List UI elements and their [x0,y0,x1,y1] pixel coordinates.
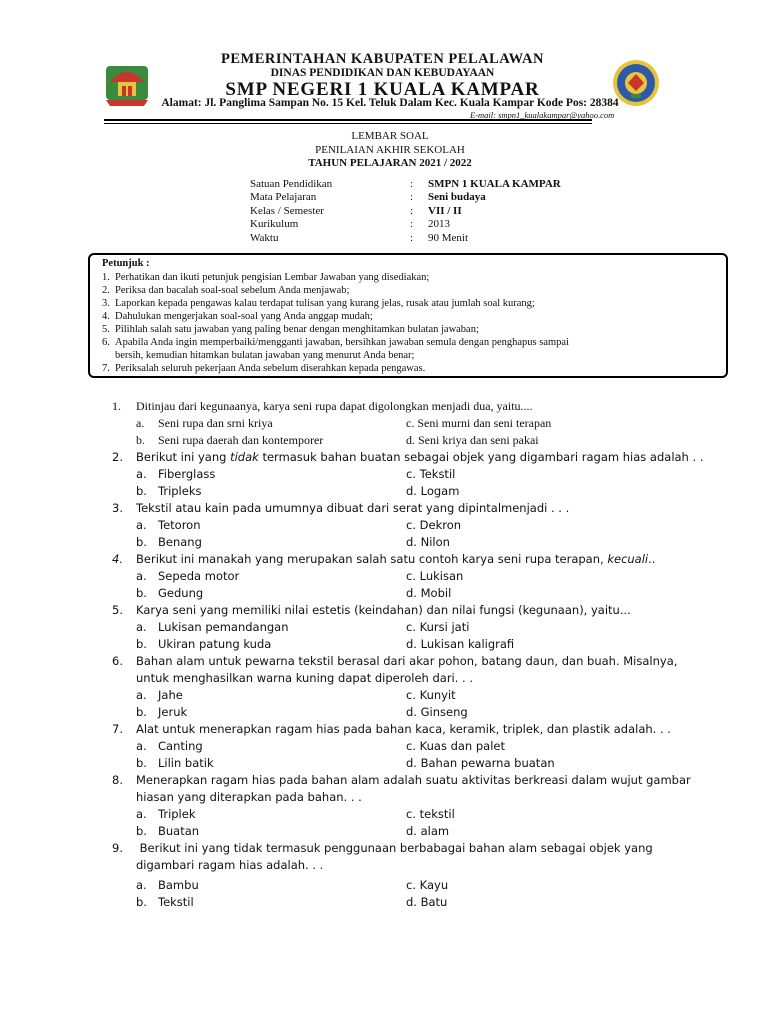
option-text: Bambu [158,878,199,892]
option-letter: a. [136,620,147,634]
option-d[interactable] [406,483,459,500]
option-c[interactable] [406,517,461,534]
option-letter: b. [136,824,147,838]
option-letter: a. [136,739,147,753]
question [112,840,712,911]
question-text: Karya seni yang memiliki nilai estetis (keindahan) dan nilai fungsi (kegunaan), yaitu... [136,603,631,617]
option-d[interactable] [406,534,450,551]
option-text: Seni rupa daerah dan kontemporer [158,433,324,447]
question-number: 3. [112,501,123,515]
option-text: Tripleks [158,484,202,498]
option-text: Canting [158,739,203,753]
letterhead-rule [104,119,592,121]
instruction-item [102,323,722,336]
instruction-number: 3. [102,298,110,309]
question-line [112,772,712,789]
option-row [112,432,712,449]
option-letter: b. [136,433,145,447]
instruction-text: Periksa dan bacalah soal-soal sebelum Anda menjawab; [115,285,350,296]
option-a[interactable] [136,619,289,636]
option-row [112,636,712,653]
question-emphasis: tidak [230,450,259,464]
question [112,551,712,602]
info-value: 90 Menit [428,231,469,244]
option-text: d. Bahan pewarna buatan [406,756,555,770]
question [112,721,712,772]
info-label: Kurikulum [250,218,299,231]
question-line [112,653,712,670]
option-row [112,483,712,500]
option-letter: a. [136,416,145,430]
question-number: 8. [112,773,123,787]
option-text: Jeruk [158,705,188,719]
option-a[interactable] [136,877,199,894]
instruction-item [102,284,722,297]
option-row [112,568,712,585]
question-number: 4. [112,552,123,566]
option-row [112,738,712,755]
option-text: d. Lukisan kaligrafi [406,637,515,651]
info-label: Satuan Pendidikan [250,178,333,190]
option-d[interactable] [406,704,468,721]
question [112,653,712,721]
option-a[interactable] [136,687,183,704]
option-c[interactable] [406,415,551,432]
option-text: c. Kayu [406,878,449,892]
instruction-text: Apabila Anda ingin memperbaiki/mengganti jawaban, bersihkan jawaban semula dengan penghapus sampai [115,337,569,348]
option-c[interactable] [406,687,456,704]
question-text: Tekstil atau kain pada umumnya dibuat dari serat yang dipintalmenjadi . . . [136,501,570,515]
option-row [112,755,712,772]
option-letter: a. [136,569,147,583]
option-text: Tekstil [158,895,194,909]
info-colon: : [410,178,414,190]
question [112,398,712,449]
instruction-item [102,297,722,310]
option-text: d. Mobil [406,586,452,600]
question-text: Alat untuk menerapkan ragam hias pada bahan kaca, keramik, triplek, dan plastik adalah. . . [136,722,671,736]
instruction-text: Dahulukan mengerjakan soal-soal yang Anda anggap mudah; [115,311,373,322]
instructions-title: Petunjuk : [102,258,150,269]
info-value: 2013 [428,218,450,231]
question-line [112,840,712,857]
question [112,449,712,500]
question-text: Menerapkan ragam hias pada bahan alam adalah suatu aktivitas berkreasi dalam wujut gambar [136,773,691,787]
info-colon: : [410,204,414,217]
question [112,500,712,551]
instruction-item [102,362,722,375]
option-b[interactable] [136,432,323,449]
question-text: Berikut ini yang tidak termasuk penggunaan berbabagai bahan alam sebagai objek yang [136,841,653,855]
info-colon: : [410,218,414,231]
instruction-text: Pilihlah salah satu jawaban yang paling benar dengan menghitamkan bulatan jawaban; [115,324,479,335]
option-text: d. Nilon [406,535,450,549]
option-row [112,585,712,602]
question-text-continued: digambari ragam hias adalah. . . [136,858,324,872]
option-text: d. alam [406,824,450,838]
option-b[interactable] [136,704,187,721]
option-a[interactable] [136,738,203,755]
info-value: SMPN 1 KUALA KAMPAR [428,178,561,190]
info-colon: : [410,231,414,244]
letterhead-rule-thin [104,123,592,124]
option-c[interactable] [406,568,463,585]
option-row [112,823,712,840]
info-label: Waktu [250,231,279,244]
instruction-item-continued [102,349,722,362]
option-letter: a. [136,467,147,481]
option-text: Jahe [158,688,183,702]
option-text: Sepeda motor [158,569,240,583]
question-text-end: termasuk bahan buatan sebagai objek yang digambari ragam hias adalah . . [258,450,704,464]
option-text: Benang [158,535,202,549]
option-row [112,877,712,894]
option-b[interactable] [136,585,203,602]
option-text: Seni rupa dan srni kriya [158,416,273,430]
school-email: E-mail: smpn1_kualakampar@yahoo.com [470,110,615,120]
option-d[interactable] [406,894,447,911]
instruction-number: 4. [102,311,110,322]
question-number: 7. [112,722,123,736]
option-text: Buatan [158,824,200,838]
option-row [112,894,712,911]
option-letter: b. [136,535,147,549]
option-a[interactable] [136,568,239,585]
option-text: d. Seni kriya dan seni pakai [406,433,539,447]
option-letter: b. [136,637,147,651]
option-c[interactable] [406,466,455,483]
question [112,602,712,653]
option-row [112,704,712,721]
option-text: c. Kunyit [406,688,456,702]
instruction-text: Perhatikan dan ikuti petunjuk pengisian Lembar Jawaban yang disediakan; [115,272,430,283]
question-line [112,602,712,619]
instructions-box [88,253,728,378]
instruction-number: 1. [102,272,110,283]
question-emphasis: kecuali [607,552,649,566]
instruction-item [102,336,722,349]
question-number: 1. [112,399,121,413]
instruction-number: 2. [102,285,110,296]
option-letter: a. [136,518,147,532]
instruction-item [102,271,722,284]
option-b[interactable] [136,483,201,500]
option-letter: a. [136,878,147,892]
option-row [112,534,712,551]
option-d[interactable] [406,636,514,653]
option-d[interactable] [406,823,449,840]
doc-subtitle: PENILAIAN AKHIR SEKOLAH [315,144,465,156]
instruction-number: 5. [102,324,110,335]
option-a[interactable] [136,466,215,483]
question-line [112,449,712,466]
instruction-text: Periksalah seluruh pekerjaan Anda sebelum diserahkan kepada pengawas. [115,363,426,374]
option-text: c. Tekstil [406,467,456,481]
question [112,772,712,840]
info-value: Seni budaya [428,191,486,204]
doc-title: LEMBAR SOAL [351,130,429,142]
option-letter: a. [136,688,147,702]
option-b[interactable] [136,755,214,772]
option-text: d. Batu [406,895,448,909]
option-letter: b. [136,756,147,770]
info-label: Mata Pelajaran [250,191,317,204]
question-text: Berikut ini yang [136,450,231,464]
option-c[interactable] [406,619,469,636]
option-c[interactable] [406,877,448,894]
question-number: 6. [112,654,123,668]
instruction-item [102,310,722,323]
option-row [112,806,712,823]
question-text: Ditinjau dari kegunaanya, karya seni rupa dapat digolongkan menjadi dua, yaitu.... [136,399,533,413]
option-text: Fiberglass [158,467,216,481]
option-letter: b. [136,586,147,600]
option-d[interactable] [406,585,451,602]
option-text: c. Kuas dan palet [406,739,506,753]
option-text: d. Logam [406,484,460,498]
option-b[interactable] [136,823,199,840]
option-letter: b. [136,895,147,909]
question-number: 5. [112,603,123,617]
option-row [112,687,712,704]
option-text: c. tekstil [406,807,455,821]
option-row [112,466,712,483]
info-value: VII / II [428,204,462,217]
option-a[interactable] [136,806,196,823]
option-letter: b. [136,484,147,498]
option-d[interactable] [406,755,555,772]
option-text: c. Dekron [406,518,462,532]
option-d[interactable] [406,432,539,449]
question-line [112,398,712,415]
school-address: Alamat: Jl. Panglima Sampan No. 15 Kel. Teluk Dalam Kec. Kuala Kampar Kode Pos: 28384 [161,97,619,109]
school-name: SMP NEGERI 1 KUALA KAMPAR [225,79,540,100]
option-text: c. Kursi jati [406,620,470,634]
option-a[interactable] [136,415,273,432]
option-b[interactable] [136,636,271,653]
option-text: Ukiran patung kuda [158,637,272,651]
question-text: Berikut ini manakah yang merupakan salah satu contoh karya seni rupa terapan, [136,552,608,566]
question-number: 9. [112,841,123,855]
option-text: c. Lukisan [406,569,464,583]
option-row [112,619,712,636]
option-a[interactable] [136,517,201,534]
option-row [112,517,712,534]
question-number: 2. [112,450,123,464]
instruction-text: bersih, kemudian hitamkan bulatan jawaban yang menurut Anda benar; [115,350,415,361]
option-c[interactable] [406,806,455,823]
option-text: Lilin batik [158,756,214,770]
question-line [112,721,712,738]
option-text: d. Ginseng [406,705,468,719]
school-year: TAHUN PELAJARAN 2021 / 2022 [308,157,472,169]
question-list [112,398,712,911]
option-text: Lukisan pemandangan [158,620,289,634]
department-name: DINAS PENDIDIKAN DAN KEBUDAYAAN [270,67,495,79]
question-text-continued: hiasan yang diterapkan pada bahan. . . [136,790,362,804]
question-line [112,500,712,517]
question-text: Bahan alam untuk pewarna tekstil berasal dari akar pohon, batang daun, dan buah. Misalnya, [136,654,678,668]
option-letter: a. [136,807,147,821]
option-row [112,415,712,432]
question-text-continued: untuk menghasilkan warna kuning dapat diperoleh dari. . . [136,671,474,685]
option-text: Tetoron [158,518,201,532]
info-label: Kelas / Semester [250,204,324,217]
question-line [112,551,712,568]
option-c[interactable] [406,738,505,755]
option-b[interactable] [136,534,202,551]
option-b[interactable] [136,894,194,911]
instruction-text: Laporkan kepada pengawas kalau terdapat tulisan yang kurang jelas, rusak atau jumlah soal kurang; [115,298,535,309]
option-text: Gedung [158,586,204,600]
option-text: c. Seni murni dan seni terapan [406,416,552,430]
question-text-end: .. [648,552,656,566]
option-letter: b. [136,705,147,719]
info-colon: : [410,191,414,204]
instruction-number: 7. [102,363,110,374]
instruction-number: 6. [102,337,110,348]
government-name: PEMERINTAHAN KABUPATEN PELALAWAN [221,51,544,67]
option-text: Triplek [158,807,196,821]
instructions-list [102,271,722,375]
